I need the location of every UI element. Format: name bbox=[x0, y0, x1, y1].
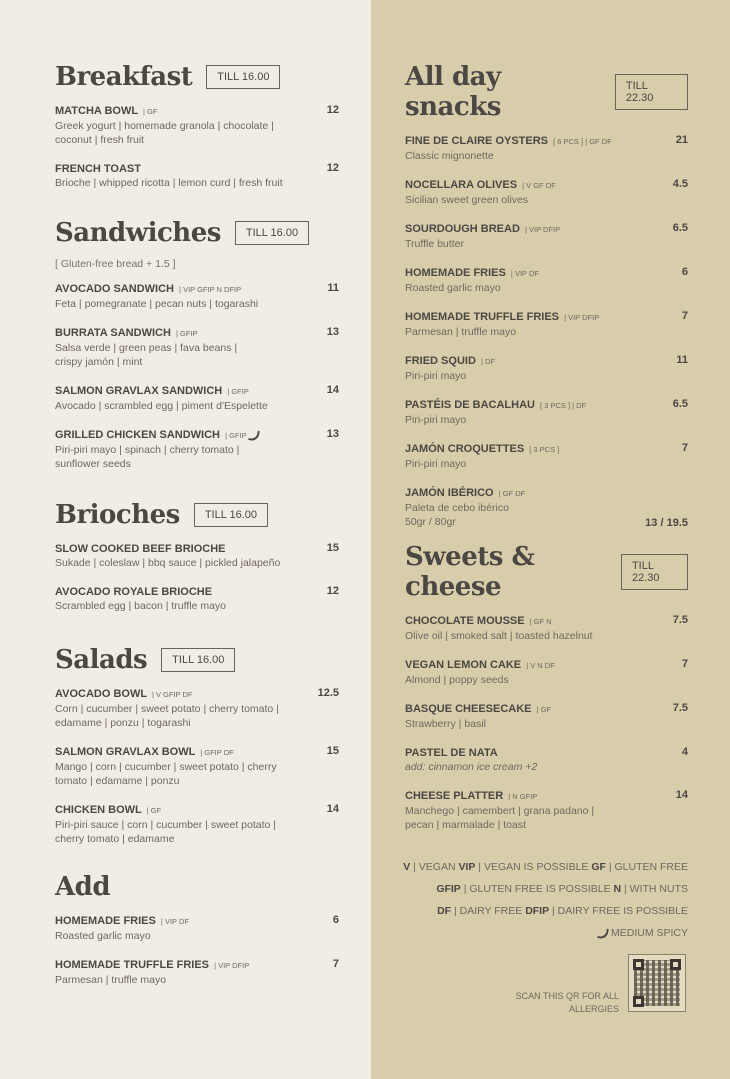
qr-finder bbox=[670, 959, 681, 970]
item-desc: Brioche | whipped ricotta | lemon curd | fresh fruit bbox=[55, 177, 283, 189]
item-desc: Almond | poppy seeds bbox=[405, 674, 509, 686]
item-price: 7.5 bbox=[672, 614, 688, 626]
item-desc: Piri-piri sauce | corn | cucumber | sweet potato | cherry tomato | edamame bbox=[55, 819, 276, 845]
item-name: AVOCADO BOWL bbox=[55, 688, 147, 700]
item-desc: Piri-piri mayo bbox=[405, 458, 467, 470]
legend-code: N bbox=[613, 883, 622, 895]
item-tags: | GFIP bbox=[175, 329, 198, 338]
item-tags: | GF bbox=[146, 806, 162, 815]
item-name: BASQUE CHEESECAKE bbox=[405, 703, 532, 715]
item-name: HOMEMADE FRIES bbox=[55, 915, 156, 927]
item-name: GRILLED CHICKEN SANDWICH bbox=[55, 429, 220, 441]
menu-item bbox=[405, 222, 688, 251]
menu-item bbox=[405, 746, 688, 774]
item-name: BURRATA SANDWICH bbox=[55, 327, 171, 339]
item-desc: Roasted garlic mayo bbox=[405, 282, 501, 294]
item-desc: add: cinnamon ice cream +2 bbox=[405, 761, 538, 773]
item-name: CHICKEN BOWL bbox=[55, 804, 142, 816]
add-section bbox=[55, 872, 339, 1002]
menu-item bbox=[55, 585, 339, 613]
till-badge: TILL 16.00 bbox=[235, 221, 309, 245]
till-badge: TILL 22.30 bbox=[621, 554, 688, 590]
breakfast-section bbox=[55, 62, 339, 205]
legend-text: | DAIRY FREE IS POSSIBLE bbox=[549, 905, 688, 917]
item-name: MATCHA BOWL bbox=[55, 105, 138, 117]
menu-item bbox=[405, 442, 688, 471]
item-tags: | GF N bbox=[529, 617, 552, 626]
legend-code: VIP bbox=[458, 861, 476, 873]
item-tags: | GFIP bbox=[225, 431, 247, 440]
menu-item bbox=[405, 789, 688, 832]
chili-icon bbox=[248, 429, 260, 442]
item-desc: Piri-piri mayo bbox=[405, 370, 467, 382]
item-name: SALMON GRAVLAX SANDWICH bbox=[55, 385, 223, 397]
legend-code: DFIP bbox=[525, 905, 550, 917]
item-tags: [ 3 PCS ] bbox=[529, 445, 560, 454]
menu-item bbox=[55, 104, 339, 147]
item-price: 14 bbox=[326, 803, 339, 815]
section-title: All day snacks bbox=[405, 62, 501, 122]
item-tags: | GFIP bbox=[227, 387, 249, 396]
legend-text: MEDIUM SPICY bbox=[610, 927, 688, 939]
item-name: SLOW COOKED BEEF BRIOCHE bbox=[55, 543, 226, 555]
item-price: 7 bbox=[332, 958, 339, 970]
item-desc: Olive oil | smoked salt | toasted hazelnut bbox=[405, 630, 593, 642]
menu-item bbox=[55, 542, 339, 570]
item-desc: Parmesan | truffle mayo bbox=[55, 974, 167, 986]
menu-item bbox=[55, 958, 339, 987]
chili-icon bbox=[597, 927, 609, 940]
item-price: 15 bbox=[326, 542, 339, 554]
item-price: 12.5 bbox=[317, 687, 339, 699]
till-badge: TILL 16.00 bbox=[161, 648, 235, 672]
item-price: 12 bbox=[326, 162, 339, 174]
item-price: 15 bbox=[326, 745, 339, 757]
item-desc: Feta | pomegranate | pecan nuts | togarashi bbox=[55, 298, 259, 310]
allergen-legend bbox=[403, 856, 688, 944]
item-desc: Mango | corn | cucumber | sweet potato | cherry tomato | edamame | ponzu bbox=[55, 761, 277, 787]
menu-item bbox=[55, 282, 339, 311]
legend-code: V bbox=[403, 861, 411, 873]
item-price: 6.5 bbox=[672, 222, 688, 234]
item-price: 13 / 19.5 bbox=[645, 517, 688, 529]
item-tags: | VIP DFIP bbox=[214, 961, 250, 970]
menu-item bbox=[55, 803, 339, 846]
item-desc: Salsa verde | green peas | fava beans | crispy jamón | mint bbox=[55, 342, 238, 368]
menu-item bbox=[405, 486, 688, 529]
item-desc: Parmesan | truffle mayo bbox=[405, 326, 517, 338]
item-price: 7 bbox=[681, 442, 688, 454]
snacks-section bbox=[405, 62, 688, 544]
sandwiches-section bbox=[55, 218, 339, 486]
item-price: 6.5 bbox=[672, 398, 688, 410]
item-name: JAMÓN IBÉRICO bbox=[405, 487, 494, 499]
item-desc: Piri-piri mayo bbox=[405, 414, 467, 426]
qr-finder bbox=[633, 996, 644, 1007]
item-name: HOMEMADE TRUFFLE FRIES bbox=[55, 959, 209, 971]
menu-item bbox=[55, 384, 339, 413]
item-price: 12 bbox=[326, 104, 339, 116]
item-price: 7 bbox=[681, 658, 688, 670]
menu-item bbox=[55, 745, 339, 788]
menu-item bbox=[405, 178, 688, 207]
item-name: JAMÓN CROQUETTES bbox=[405, 443, 525, 455]
menu-item bbox=[55, 687, 339, 730]
menu-item bbox=[405, 354, 688, 383]
menu-item bbox=[55, 428, 339, 471]
item-price: 13 bbox=[326, 428, 339, 440]
menu-item bbox=[405, 134, 688, 163]
item-price: 14 bbox=[326, 384, 339, 396]
item-desc: Manchego | camembert | grana padano | pecan | marmalade | toast bbox=[405, 805, 595, 831]
item-desc: Greek yogurt | homemade granola | chocolate | coconut | fresh fruit bbox=[55, 120, 274, 146]
item-desc: Sicilian sweet green olives bbox=[405, 194, 529, 206]
qr-caption: SCAN THIS QR FOR ALL ALLERGIES bbox=[515, 991, 619, 1014]
item-tags: | VIP DFIP bbox=[564, 313, 600, 322]
item-tags: | DF bbox=[480, 357, 495, 366]
item-price: 4 bbox=[681, 746, 688, 758]
item-name: AVOCADO SANDWICH bbox=[55, 283, 174, 295]
item-name: HOMEMADE FRIES bbox=[405, 267, 506, 279]
legend-text: | VEGAN IS POSSIBLE bbox=[475, 861, 592, 873]
item-desc: Scrambled egg | bacon | truffle mayo bbox=[55, 600, 227, 612]
menu-item bbox=[55, 326, 339, 369]
item-name: CHOCOLATE MOUSSE bbox=[405, 615, 525, 627]
legend-text: | VEGAN bbox=[410, 861, 459, 873]
item-tags: | GFIP DF bbox=[200, 748, 234, 757]
item-name: SALMON GRAVLAX BOWL bbox=[55, 746, 196, 758]
item-tags: | GF bbox=[536, 705, 552, 714]
section-title: Brioches bbox=[55, 500, 180, 530]
item-tags: | V GF DF bbox=[522, 181, 556, 190]
item-tags: | V N DF bbox=[526, 661, 555, 670]
menu-item bbox=[55, 914, 339, 943]
item-tags: | GF DF bbox=[498, 489, 526, 498]
menu-item bbox=[405, 658, 688, 687]
item-price: 11 bbox=[676, 354, 688, 366]
item-price: 4.5 bbox=[672, 178, 688, 190]
item-desc: Strawberry | basil bbox=[405, 718, 486, 730]
item-name: CHEESE PLATTER bbox=[405, 790, 504, 802]
item-tags: [ 6 PCS ] | GF DF bbox=[553, 137, 612, 146]
legend-text: | GLUTEN FREE bbox=[605, 861, 688, 873]
section-title: Sweets & cheese bbox=[405, 542, 535, 602]
item-name: FRIED SQUID bbox=[405, 355, 476, 367]
item-name: PASTÉIS DE BACALHAU bbox=[405, 399, 535, 411]
legend-code: GF bbox=[591, 861, 606, 873]
menu-item bbox=[405, 398, 688, 427]
legend-text: | DAIRY FREE bbox=[451, 905, 526, 917]
till-badge: TILL 16.00 bbox=[194, 503, 268, 527]
item-name: VEGAN LEMON CAKE bbox=[405, 659, 522, 671]
qr-code[interactable] bbox=[628, 954, 686, 1012]
item-tags: | N GFIP bbox=[508, 792, 538, 801]
item-name: HOMEMADE TRUFFLE FRIES bbox=[405, 311, 559, 323]
item-name: FRENCH TOAST bbox=[55, 163, 141, 175]
item-tags: | GF bbox=[142, 107, 158, 116]
item-tags: | VIP DFIP bbox=[524, 225, 561, 234]
item-name: NOCELLARA OLIVES bbox=[405, 179, 518, 191]
item-desc: Piri-piri mayo | spinach | cherry tomato | sunflower seeds bbox=[55, 444, 240, 470]
section-title: Sandwiches bbox=[55, 218, 221, 248]
legend-text: | WITH NUTS bbox=[621, 883, 688, 895]
menu-item bbox=[405, 702, 688, 731]
item-price: 7.5 bbox=[672, 702, 688, 714]
item-desc: Truffle butter bbox=[405, 238, 464, 250]
item-tags: | VIP DF bbox=[510, 269, 539, 278]
item-name: AVOCADO ROYALE BRIOCHE bbox=[55, 586, 213, 598]
brioches-section bbox=[55, 500, 339, 628]
legend-code: DF bbox=[437, 905, 452, 917]
till-badge: TILL 22.30 bbox=[615, 74, 688, 110]
item-price: 21 bbox=[675, 134, 688, 146]
item-price: 13 bbox=[326, 326, 339, 338]
item-name: FINE DE CLAIRE OYSTERS bbox=[405, 135, 549, 147]
till-badge: TILL 16.00 bbox=[206, 65, 280, 89]
item-desc: Sukade | coleslaw | bbq sauce | pickled jalapeño bbox=[55, 557, 281, 569]
qr-finder bbox=[633, 959, 644, 970]
salads-section bbox=[55, 645, 339, 861]
menu-item bbox=[405, 614, 688, 643]
item-desc: Corn | cucumber | sweet potato | cherry tomato | edamame | ponzu | togarashi bbox=[55, 703, 279, 729]
section-title: Salads bbox=[55, 645, 148, 675]
menu-item bbox=[405, 266, 688, 295]
section-title: Add bbox=[55, 872, 111, 902]
legend-code: GFIP bbox=[436, 883, 461, 895]
item-price: 11 bbox=[327, 282, 339, 294]
section-title: Breakfast bbox=[55, 62, 193, 92]
item-tags: | V GFIP DF bbox=[151, 690, 193, 699]
menu-item bbox=[55, 162, 339, 190]
item-desc: Paleta de cebo ibérico bbox=[405, 502, 509, 514]
item-price: 6 bbox=[681, 266, 688, 278]
item-price: 7 bbox=[681, 310, 688, 322]
item-price: 6 bbox=[332, 914, 339, 926]
item-tags: [ 3 PCS ] | DF bbox=[540, 401, 587, 410]
item-desc: Avocado | scrambled egg | piment d'Espelette bbox=[55, 400, 268, 412]
item-tags: | VIP GFIP N DFIP bbox=[179, 285, 242, 294]
item-name: SOURDOUGH BREAD bbox=[405, 223, 520, 235]
item-price: 14 bbox=[675, 789, 688, 801]
item-desc-portions: 50gr / 80gr bbox=[405, 516, 456, 528]
item-name: PASTEL DE NATA bbox=[405, 747, 498, 759]
legend-text: | GLUTEN FREE IS POSSIBLE bbox=[460, 883, 614, 895]
item-desc: Classic mignonette bbox=[405, 150, 494, 162]
sweets-section bbox=[405, 542, 688, 847]
gluten-free-note: [ Gluten-free bread + 1.5 ] bbox=[55, 258, 176, 270]
menu-item bbox=[405, 310, 688, 339]
item-tags: | VIP DF bbox=[160, 917, 189, 926]
item-desc: Roasted garlic mayo bbox=[55, 930, 151, 942]
item-price: 12 bbox=[326, 585, 339, 597]
